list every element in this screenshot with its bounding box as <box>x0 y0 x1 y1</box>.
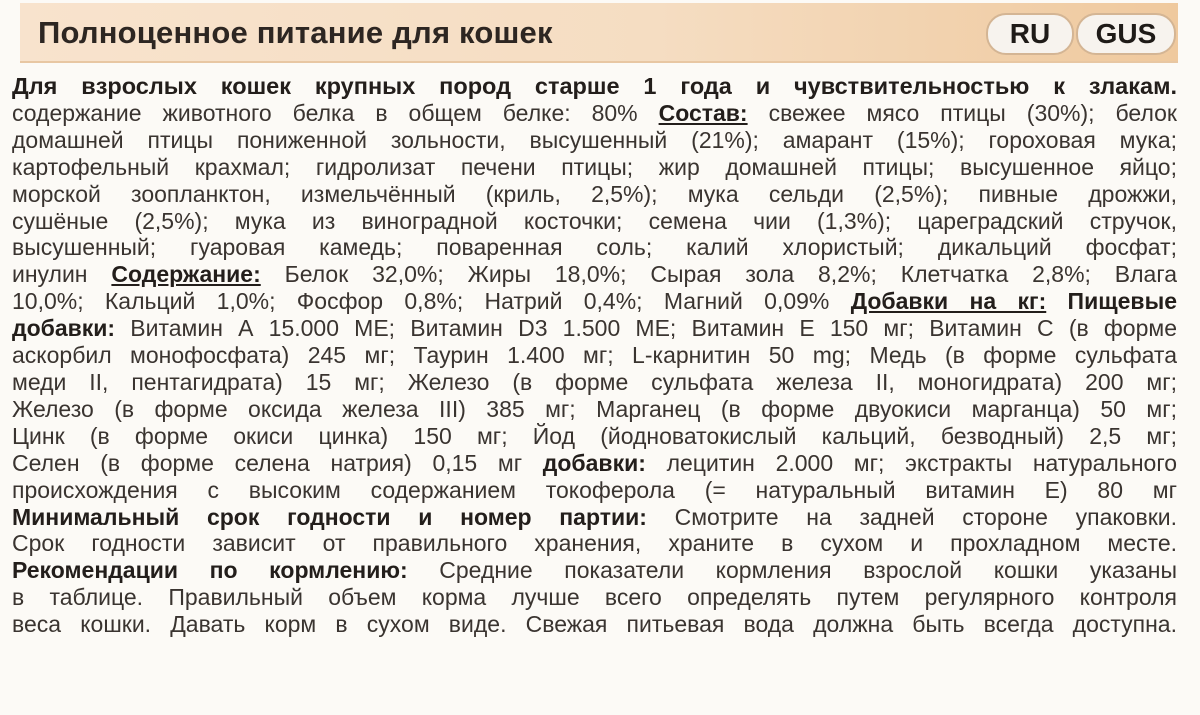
text-line: морской зоопланктон, измельчённый (криль, 2,5%); мука сельди (2,5%); пивные дрожжи, <box>12 180 1177 207</box>
text-line: сушёные (2,5%); мука из виноградной косточки; семена чии (1,3%); цареградский стручок, <box>12 207 1177 234</box>
header-title: Полноценное питание для кошек <box>38 15 553 50</box>
text-line <box>12 288 1177 315</box>
text-line: Цинк (в форме окиси цинка) 150 мг; Йод (йодноватокислый кальций, безводный) 2,5 мг; <box>12 422 1177 449</box>
text-line: Железо (в форме оксида железа III) 385 мг; Марганец (в форме двуокиси марганца) 50 мг; <box>12 395 1177 422</box>
text-fragment: свежее мясо птицы (30%); белок <box>747 99 1177 126</box>
text-line: происхождения с высоким содержанием токоферола (= натуральный витамин Е) 80 мг <box>12 476 1177 503</box>
header-bar <box>20 3 1178 63</box>
text-line: меди II, пентагидрата) 15 мг; Железо (в форме сульфата железа II, моногидрата) 200 мг; <box>12 368 1177 395</box>
text-fragment: лецитин 2.000 мг; экстракты натурального <box>645 449 1177 476</box>
section-heading-content: Содержание: <box>111 261 261 288</box>
text-fragment: Средние показатели кормления взрослой кошки указаны <box>407 557 1177 584</box>
text-fragment: Белок 32,0%; Жиры 18,0%; Сырая зола 8,2%; Клетчатка 2,8%; Влага <box>260 261 1177 288</box>
text-fragment: 10,0%; Кальций 1,0%; Фосфор 0,8%; Натрий 0,4%; Магний 0,09% <box>12 288 851 315</box>
text-line <box>12 315 1177 342</box>
text-line: домашней птицы пониженной зольности, высушенный (21%); амарант (15%); гороховая мука; <box>12 126 1177 153</box>
text-line: Срок годности зависит от правильного хранения, храните в сухом и прохладном месте. <box>12 530 1177 557</box>
text-line: аскорбил монофосфата) 245 мг; Таурин 1.400 мг; L-карнитин 50 mg; Медь (в форме сульфата <box>12 342 1177 369</box>
language-badge-ru: RU <box>986 13 1074 55</box>
section-heading-additives-per-kg: Добавки на кг: <box>850 288 1047 315</box>
text-line <box>12 100 1177 127</box>
text-line <box>12 504 1177 531</box>
text-line <box>12 557 1177 584</box>
section-heading-additives: добавки: <box>542 449 646 476</box>
text-fragment-bold: Пищевые <box>1046 288 1177 315</box>
text-line: высушенный; гуаровая камедь; поваренная соль; калий хлористый; дикальций фосфат; <box>12 234 1177 261</box>
text-fragment: содержание животного белка в общем белке: 80% <box>12 99 659 126</box>
text-fragment: инулин <box>12 261 112 288</box>
section-heading-composition: Состав: <box>658 99 748 126</box>
language-badge-gus: GUS <box>1076 13 1176 55</box>
target-audience-line: Для взрослых кошек крупных пород старше 1 года и чувствительностью к злакам. <box>12 73 1177 99</box>
product-description <box>12 73 1177 638</box>
text-fragment: Смотрите на задней стороне упаковки. <box>646 503 1177 530</box>
section-heading-shelf-life: Минимальный срок годности и номер партии: <box>12 503 647 530</box>
text-fragment: Витамин А 15.000 МЕ; Витамин D3 1.500 МЕ; Витамин Е 150 мг; Витамин С (в форме <box>115 315 1177 342</box>
text-line <box>12 261 1177 288</box>
text-fragment: Селен (в форме селена натрия) 0,15 мг <box>12 449 543 476</box>
text-line: веса кошки. Давать корм в сухом виде. Свежая питьевая вода должна быть всегда доступна. <box>12 611 1177 638</box>
section-heading-feeding-recommendations: Рекомендации по кормлению: <box>12 557 408 584</box>
section-heading-food-additives: добавки: <box>12 315 116 342</box>
text-line: картофельный крахмал; гидролизат печени птицы; жир домашней птицы; высушенное яйцо; <box>12 153 1177 180</box>
text-line <box>12 450 1177 477</box>
text-line: в таблице. Правильный объем корма лучше всего определять путем регулярного контроля <box>12 584 1177 611</box>
